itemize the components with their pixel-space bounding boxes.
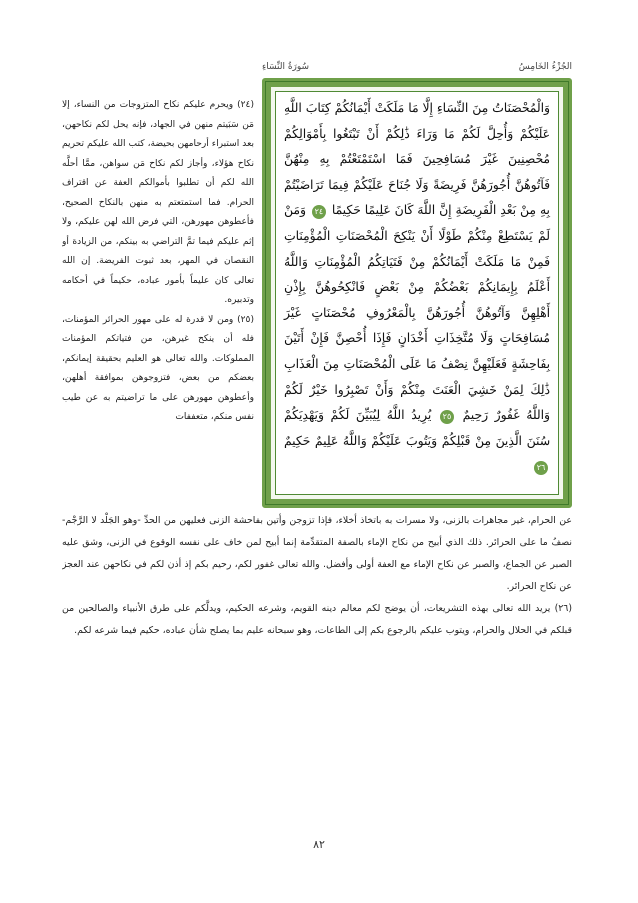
ayah-24-marker: ٢٤: [312, 205, 326, 219]
tafsir-ayah-24: (٢٤) ويحرم عليكم نكاح المتزوجات من النساء، إلا مَن سَبَيتم منهن في الجهاد، فإنه يحل لكم نكاحهن، بعد استبراء أرحامهن بحيضة، كتب الله عليكم تحريم نكاح هؤلاء، وأجاز لكم نكاح مَن سواهن، ممَّا أحلَّه الله لكم أن تطلبوا بأموالكم العفة عن اقتراف الحرام. فما استمتعتم به منهن بالنكاح الصحيح، فأعطوهن مهورهن، التي فرض الله لهن عليكم، ولا إثم عليكم فيما تمَّ التراضي به بينكم، من الزيادة أو النقصان في المهر، بعد ثبوت الفريضة. إن الله تعالى كان عليماً بأمور عباده، حكيماً في أحكامه وتدبيره.: [62, 100, 254, 305]
tafsir-side-column: [62, 96, 254, 506]
ayah-25-text: وَمَنْ لَمْ يَسْتَطِعْ مِنْكُمْ طَوْلًا أَنْ يَنْكِحَ الْمُحْصَنَاتِ الْمُؤْمِنَاتِ فَمِنْ مَا مَلَكَتْ أَيْمَانُكُمْ مِنْ فَتَيَاتِكُمُ الْمُؤْمِنَاتِ وَاللَّهُ أَعْلَمُ بِإِيمَانِكُمْ بَعْضُكُمْ مِنْ بَعْضٍ فَانْكِحُوهُنَّ بِإِذْنِ أَهْلِهِنَّ وَآتُوهُنَّ أُجُورَهُنَّ بِالْمَعْرُوفِ مُحْصَنَاتٍ غَيْرَ مُسَافِحَاتٍ وَلَا مُتَّخِذَاتِ أَخْدَانٍ فَإِذَا أُحْصِنَّ فَإِنْ أَتَيْنَ بِفَاحِشَةٍ فَعَلَيْهِنَّ نِصْفُ مَا عَلَى الْمُحْصَنَاتِ مِنَ الْعَذَابِ ذَٰلِكَ لِمَنْ خَشِيَ الْعَنَتَ مِنْكُمْ وَأَنْ تَصْبِرُوا خَيْرٌ لَكُمْ وَاللَّهُ غَفُورٌ رَحِيمٌ: [284, 203, 550, 423]
tafsir-full-width: [62, 510, 572, 700]
ayah-24-text: وَالْمُحْصَنَاتُ مِنَ النِّسَاءِ إِلَّا مَا مَلَكَتْ أَيْمَانُكُمْ كِتَابَ اللَّهِ عَلَيْكُمْ وَأُحِلَّ لَكُمْ مَا وَرَاءَ ذَٰلِكُمْ أَنْ تَبْتَغُوا بِأَمْوَالِكُمْ مُحْصِنِينَ غَيْرَ مُسَافِحِينَ فَمَا اسْتَمْتَعْتُمْ بِهِ مِنْهُنَّ فَآتُوهُنَّ أُجُورَهُنَّ فَرِيضَةً وَلَا جُنَاحَ عَلَيْكُمْ فِيمَا تَرَاضَيْتُمْ بِهِ مِنْ بَعْدِ الْفَرِيضَةِ إِنَّ اللَّهَ كَانَ عَلِيمًا حَكِيمًا: [284, 101, 550, 218]
juz-header: الجُزْءُ الخَامِسُ: [518, 62, 572, 72]
tafsir-ayah-26: (٢٦) يريد الله تعالى بهذه التشريعات، أن يوضح لكم معالم دينه القويم، وشرعه الحكيم، ويدلَّكم على طرق الأنبياء والصالحين من قبلكم في الحلال والحرام، ويتوب عليكم بالرجوع بكم إلى الطاعات، وهو سبحانه عليم بما يصلح شأن عباده، حكيم فيما شرعه لكم.: [62, 603, 572, 636]
surah-header: سُورَةُ النِّسَاءِ: [262, 62, 310, 72]
ayah-26-text: يُرِيدُ اللَّهُ لِيُبَيِّنَ لَكُمْ وَيَهْدِيَكُمْ سُنَنَ الَّذِينَ مِنْ قَبْلِكُمْ وَيَتُوبَ عَلَيْكُمْ وَاللَّهُ عَلِيمٌ حَكِيمٌ: [284, 408, 550, 448]
page-number: ٨٢: [313, 838, 325, 851]
ayah-26-marker: ٢٦: [534, 461, 548, 475]
quran-verse-frame: [262, 78, 572, 508]
tafsir-ayah-25-start: (٢٥) ومن لا قدرة له على مهور الحرائر المؤمنات، فله أن ينكح غيرهن، من فتياتكم المؤمنات المملوكات. والله تعالى هو العليم بحقيقة إيمانكم، بعضكم من بعض، فتزوجوهن بموافقة أهلهن، وأعطوهن مهورهن على ما تراضيتم به عن طيب نفس منكم، متعففات: [62, 314, 254, 422]
ayah-25-marker: ٢٥: [440, 410, 454, 424]
quran-text-block: [275, 91, 559, 495]
tafsir-ayah-25-continued: عن الحرام، غير مجاهرات بالزنى، ولا مسرات به باتخاذ أخلاء، فإذا تزوجن وأتين بفاحشة الزنى فعليهن من الحدِّ -وهو الجَلْد لا الرَّجْم- نصفُ ما على الحرائر. ذلك الذي أبيح من نكاح الإماء بالصفة المتقدِّمة إنما أبيح لمن خاف على نفسه الوقوع في الزنى، وشق عليه الصبر عن الجماع، والصبر عن نكاح الإماء مع العفة أولى وأفضل. والله تعالى غفور لكم، رحيم بكم إذ أذن لكم في نكاحهن عند العجز عن نكاح الحرائر.: [62, 515, 572, 592]
